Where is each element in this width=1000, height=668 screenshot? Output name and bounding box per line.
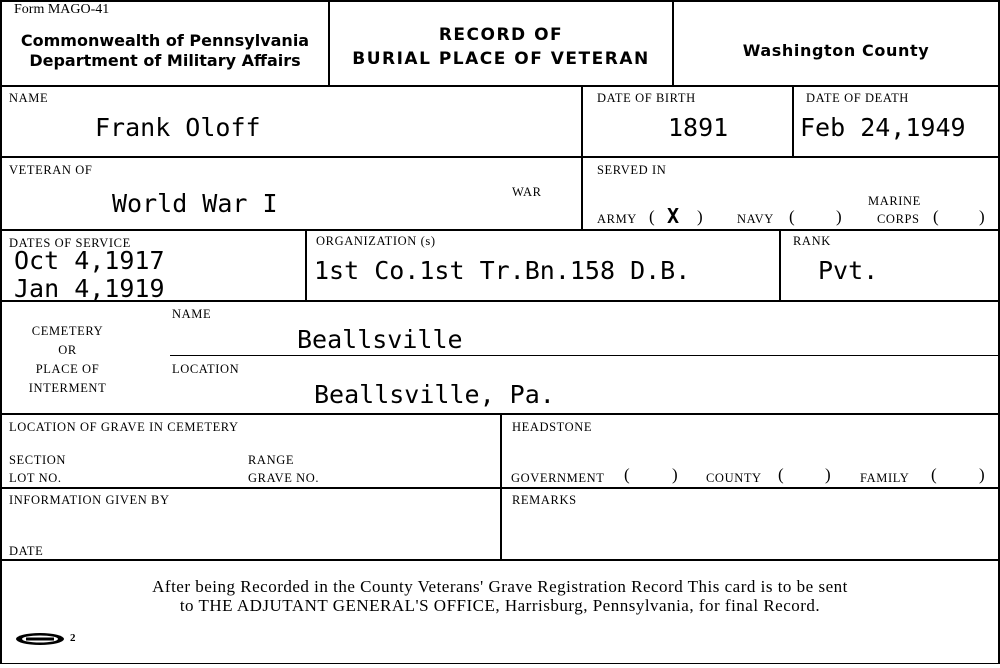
marine-label: MARINE	[868, 194, 921, 208]
union-bug-number: 2	[70, 632, 76, 644]
marine-close-paren: )	[979, 207, 985, 226]
rank-label: RANK	[793, 234, 831, 248]
date-of-death-value: Feb 24,1949	[800, 113, 966, 142]
union-bug-icon	[14, 632, 72, 646]
cemetery-label-line-2: OR	[58, 343, 77, 357]
family-label: FAMILY	[860, 471, 910, 485]
rule-left-edge	[0, 0, 2, 664]
rule-cemetery-name-underline	[170, 355, 1000, 356]
corps-label: CORPS	[877, 212, 920, 226]
rule-veteran-div	[581, 157, 583, 230]
cemetery-label-line-1: CEMETERY	[31, 324, 104, 338]
agency-line-2: Department of Military Affairs	[29, 51, 301, 70]
date-of-birth-value: 1891	[668, 113, 729, 142]
navy-open-paren: (	[789, 207, 795, 226]
lot-number-label: LOT NO.	[9, 471, 62, 485]
rule-service-div1	[305, 230, 307, 301]
army-close-paren: )	[697, 207, 703, 226]
remarks-label: REMARKS	[512, 493, 577, 507]
war-label: WAR	[512, 185, 542, 199]
cemetery-location-value: Beallsville, Pa.	[314, 380, 555, 409]
rule-card-bottom	[0, 663, 1000, 664]
rule-name-div2	[792, 86, 794, 157]
date-of-birth-label: DATE OF BIRTH	[597, 91, 696, 105]
footer-instruction-line-1: After being Recorded in the County Veterans' Grave Registration Record This card is to be sent	[152, 577, 848, 596]
grave-location-label: LOCATION OF GRAVE IN CEMETERY	[9, 420, 239, 434]
cemetery-label-line-4: INTERMENT	[28, 381, 107, 395]
cemetery-name-label: NAME	[172, 307, 212, 321]
army-open-paren: (	[649, 207, 655, 226]
cemetery-label-line-3: PLACE OF	[35, 362, 100, 376]
rule-name-bottom	[0, 156, 1000, 158]
organization-label: ORGANIZATION (s)	[316, 234, 436, 248]
county-open-paren: (	[778, 465, 784, 484]
dates-of-service-label: DATES OF SERVICE	[9, 236, 131, 250]
cemetery-name-value: Beallsville	[297, 325, 463, 354]
rule-grave-div	[500, 414, 502, 560]
rule-top	[0, 0, 1000, 2]
navy-label: NAVY	[737, 212, 774, 226]
range-label: RANGE	[248, 453, 295, 467]
county-close-paren: )	[825, 465, 831, 484]
form-number: Form MAGO-41	[10, 2, 113, 18]
veteran-name: Frank Oloff	[95, 113, 261, 142]
date-of-death-label: DATE OF DEATH	[806, 91, 909, 105]
service-start-date: Oct 4,1917	[14, 246, 165, 275]
headstone-label: HEADSTONE	[512, 420, 593, 434]
grave-number-label: GRAVE NO.	[248, 471, 320, 485]
family-open-paren: (	[931, 465, 937, 484]
union-bug-logo	[14, 632, 72, 646]
government-close-paren: )	[672, 465, 678, 484]
army-label: ARMY	[597, 212, 637, 226]
rank-value: Pvt.	[818, 256, 879, 285]
served-in-label: SERVED IN	[597, 163, 667, 177]
cemetery-location-label: LOCATION	[172, 362, 240, 376]
county-name: Washington County	[742, 41, 930, 60]
government-open-paren: (	[624, 465, 630, 484]
marine-open-paren: (	[933, 207, 939, 226]
county-headstone-label: COUNTY	[706, 471, 762, 485]
information-given-by-label: INFORMATION GIVEN BY	[9, 493, 170, 507]
agency-line-1: Commonwealth of Pennsylvania	[20, 31, 310, 50]
footer-instruction-line-2: to THE ADJUTANT GENERAL'S OFFICE, Harrisburg, Pennsylvania, for final Record.	[179, 596, 821, 615]
veteran-of-value: World War I	[112, 189, 278, 218]
rule-service-div2	[779, 230, 781, 301]
rule-name-div1	[581, 86, 583, 157]
form-title-line-1: RECORD OF	[438, 25, 564, 45]
date-label: DATE	[9, 544, 44, 558]
family-close-paren: )	[979, 465, 985, 484]
government-label: GOVERNMENT	[511, 471, 605, 485]
name-label: NAME	[9, 91, 49, 105]
army-mark: X	[667, 204, 680, 228]
rule-veteran-bottom	[0, 229, 1000, 231]
veteran-of-label: VETERAN OF	[9, 163, 93, 177]
organization-value: 1st Co.1st Tr.Bn.158 D.B.	[314, 256, 691, 285]
rule-header-bottom	[0, 85, 1000, 87]
service-end-date: Jan 4,1919	[14, 274, 165, 303]
form-title-line-2: BURIAL PLACE OF VETERAN	[352, 49, 650, 69]
section-label: SECTION	[9, 453, 66, 467]
navy-close-paren: )	[836, 207, 842, 226]
